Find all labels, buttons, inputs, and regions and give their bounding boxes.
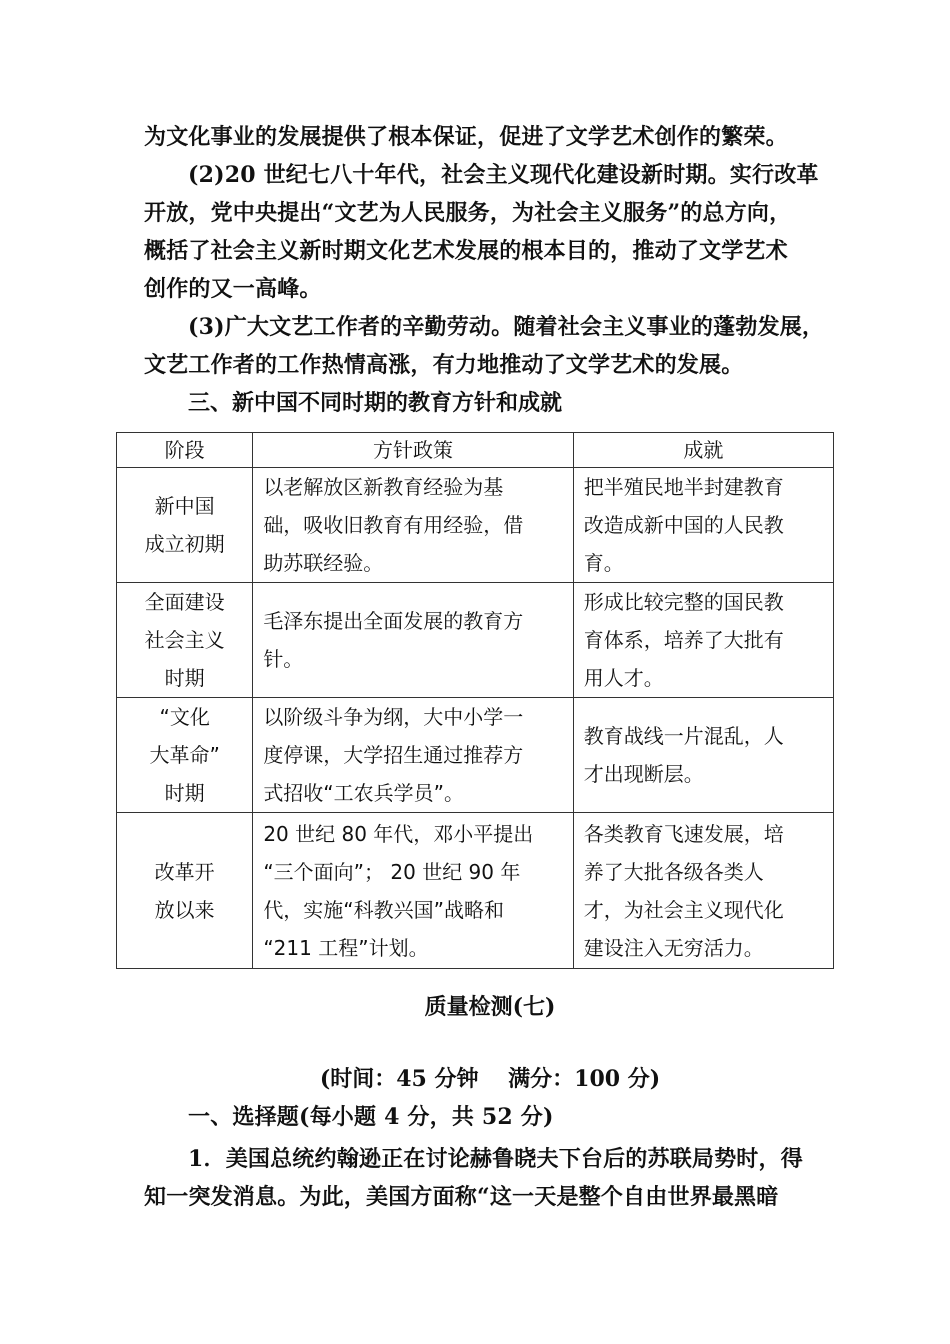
stage-cell <box>117 468 253 583</box>
header-policy: 方针政策 <box>253 433 573 468</box>
policy-cell <box>253 813 573 969</box>
education-policy-table <box>116 432 834 969</box>
cell-text: 育体系，培养了大批有 <box>583 628 784 652</box>
cell-text: 式招收“工农兵学员”。 <box>263 781 465 805</box>
cell-text: 新中国 <box>154 494 215 518</box>
stage-cell <box>117 698 253 813</box>
table-header-row <box>117 433 834 468</box>
question-line: 1．美国总统约翰逊正在讨论赫鲁晓夫下台后的苏联局势时，得 <box>188 1146 803 1172</box>
achievement-cell <box>573 813 833 969</box>
cell-text: 社会主义 <box>144 628 225 652</box>
cell-text: 以阶级斗争为纲，大中小学一 <box>263 705 524 729</box>
exam-info: (时间：45 分钟 满分：100 分) <box>319 1066 661 1092</box>
paragraph-line: 为文化事业的发展提供了根本保证，促进了文学艺术创作的繁荣。 <box>144 124 788 150</box>
cell-text: 用人才。 <box>583 666 664 690</box>
cell-text: 改造成新中国的人民教 <box>583 513 784 537</box>
paragraph-line: 概括了社会主义新时期文化艺术发展的根本目的，推动了文学艺术 <box>144 238 788 264</box>
cell-text: 才，为社会主义现代化 <box>583 897 784 922</box>
policy-cell <box>253 583 573 698</box>
cell-text: 把半殖民地半封建教育 <box>583 475 784 499</box>
cell-text: 建设注入无穷活力。 <box>583 935 764 960</box>
cell-text: 助苏联经验。 <box>263 551 384 575</box>
stage-cell <box>117 583 253 698</box>
cell-text: 放以来 <box>154 897 215 922</box>
cell-text: 针。 <box>263 647 304 671</box>
part-title: 一、选择题(每小题 4 分，共 52 分) <box>188 1104 554 1130</box>
table-row <box>117 468 834 583</box>
policy-cell <box>253 698 573 813</box>
quality-check-title: 质量检测(七) <box>424 994 556 1020</box>
cell-text: 度停课，大学招生通过推荐方 <box>263 743 524 767</box>
cell-text: 改革开 <box>154 859 215 884</box>
achievement-cell <box>573 583 833 698</box>
header-stage: 阶段 <box>117 433 253 468</box>
cell-text: 育。 <box>583 551 624 575</box>
cell-text: “211 工程”计划。 <box>263 935 429 960</box>
cell-text: 时期 <box>164 781 205 805</box>
cell-text: 20 世纪 80 年代，邓小平提出 <box>263 821 534 846</box>
cell-text: 以老解放区新教育经验为基 <box>263 475 504 499</box>
cell-text: “三个面向”； 20 世纪 90 年 <box>263 859 521 884</box>
cell-text: 时期 <box>164 666 205 690</box>
cell-text: 才出现断层。 <box>583 762 704 786</box>
question-line: 知一突发消息。为此，美国方面称“这一天是整个自由世界最黑暗 <box>144 1184 779 1210</box>
table-row <box>117 813 834 969</box>
cell-text: 养了大批各级各类人 <box>583 859 764 884</box>
cell-text: 毛泽东提出全面发展的教育方 <box>263 609 524 633</box>
stage-cell <box>117 813 253 969</box>
achievement-cell <box>573 468 833 583</box>
table-row <box>117 698 834 813</box>
cell-text: 形成比较完整的国民教 <box>583 590 784 614</box>
intro-text <box>144 118 836 422</box>
table-row <box>117 583 834 698</box>
cell-text: 全面建设 <box>144 590 225 614</box>
header-achievement: 成就 <box>573 433 833 468</box>
cell-text: 各类教育飞速发展，培 <box>583 821 784 846</box>
paragraph-line: 文艺工作者的工作热情高涨，有力地推动了文学艺术的发展。 <box>144 352 744 378</box>
paragraph-line: (2)20 世纪七八十年代，社会主义现代化建设新时期。实行改革 <box>188 162 819 188</box>
achievement-cell <box>573 698 833 813</box>
paragraph-line: 创作的又一高峰。 <box>144 276 322 302</box>
paragraph-line: (3)广大文艺工作者的辛勤劳动。随着社会主义事业的蓬勃发展， <box>188 314 825 340</box>
cell-text: “文化 <box>159 705 210 729</box>
section-title: 三、新中国不同时期的教育方针和成就 <box>188 390 563 416</box>
cell-text: 教育战线一片混乱，人 <box>583 724 784 748</box>
policy-cell <box>253 468 573 583</box>
cell-text: 成立初期 <box>144 532 225 556</box>
cell-text: 代，实施“科教兴国”战略和 <box>263 897 505 922</box>
paragraph-line: 开放，党中央提出“文艺为人民服务，为社会主义服务”的总方向， <box>144 200 792 226</box>
cell-text: 础，吸收旧教育有用经验，借 <box>263 513 524 537</box>
cell-text: 大革命” <box>149 743 220 767</box>
